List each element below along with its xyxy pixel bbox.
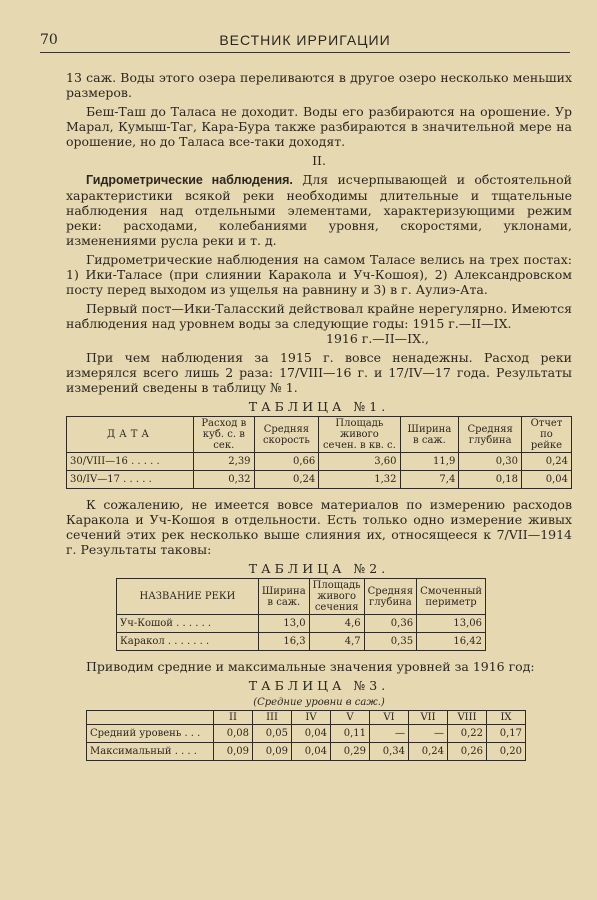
table3-header [87,711,214,725]
table1-cell: 30/IV—17 . . . . . [67,471,194,489]
table3-cell: 0,09 [214,743,253,761]
table2-header: НАЗВАНИЕ РЕКИ [117,579,259,615]
table2-cell: Каракол . . . . . . . [117,633,259,651]
paragraph-5: Первый пост—Ики-Таласский действовал крайне нерегулярно. Имеются наблюдения над уровнем воды за следующие годы: 1915 г.—II—IX. [66,301,572,331]
table2-cell: 0,36 [364,615,416,633]
table2-header: Площадь живого сечения [309,579,364,615]
table2-cell: 16,3 [258,633,309,651]
table2-cell: 4,6 [309,615,364,633]
paragraph-4: Гидрометрические наблюдения на самом Таласе велись на трех постах: 1) Ики-Таласе (при слиянии Каракола и Уч-Кошоя), 2) Александровском посту перед выходом из ущелья на равнину и 3) в г. Аулиэ-Ата. [66,252,572,297]
table2-cell: 16,42 [417,633,486,651]
table1-cell: 0,24 [254,471,319,489]
table3-header: VIII [448,711,487,725]
section-number: II. [312,153,326,168]
table3-cell: 0,34 [370,743,409,761]
table3-cell: Максимальный . . . . [87,743,214,761]
table2-header: Смоченный периметр [417,579,486,615]
table3-cell: 0,11 [331,725,370,743]
table3-header: IX [487,711,526,725]
table2-header: Ширина в саж. [258,579,309,615]
table1-header: Отчет по рейке [521,417,571,453]
table-row [67,453,572,471]
paragraph-3 [66,172,572,248]
table1-header: Расход в куб. с. в сек. [194,417,255,453]
table1-cell: 0,66 [254,453,319,471]
paragraph-6: При чем наблюдения за 1915 г. вовсе ненадежны. Расход реки измерялся всего лишь 2 раза: 17/VIII—16 г. и 17/IV—17 года. Результаты измерений сведены в таблицу № 1. [66,350,572,395]
table3-cell: — [370,725,409,743]
table1-cell: 11,9 [400,453,459,471]
table1-cell: 0,18 [459,471,522,489]
table2-cell: 13,0 [258,615,309,633]
table2-caption: ТАБЛИЦА №2. [248,561,390,576]
table1-cell: 0,24 [521,453,571,471]
page-number: 70 [40,32,58,48]
table-row [117,615,486,633]
table2-cell: 0,35 [364,633,416,651]
table-row [87,743,526,761]
table3-cell: 0,08 [214,725,253,743]
table3-cell: Средний уровень . . . [87,725,214,743]
table1-cell: 1,32 [319,471,400,489]
table3-cell: 0,04 [292,725,331,743]
table2-header-row [117,579,486,615]
table3-cell: 0,20 [487,743,526,761]
paragraph-2: Беш-Таш до Таласа не доходит. Воды его разбираются на орошение. Ур Марал, Кумыш-Таг, Кара-Бура также разбираются в значительной мере на орошение, но до Таласа все-таки доходят. [66,104,572,149]
table3-header: VII [409,711,448,725]
table1-cell: 30/VIII—16 . . . . . [67,453,194,471]
paragraph-8: Приводим средние и максимальные значения уровней за 1916 год: [86,659,535,674]
journal-title: ВЕСТНИК ИРРИГАЦИИ [219,32,391,48]
table3 [86,710,526,761]
paragraph-5b: 1916 г.—II—IX., [326,331,429,346]
table2 [116,578,486,651]
table3-header: II [214,711,253,725]
table1-header-row [67,417,572,453]
table3-header: VI [370,711,409,725]
table2-cell: 4,7 [309,633,364,651]
paragraph-1: 13 саж. Воды этого озера переливаются в другое озеро несколько меньших размеров. [66,70,572,100]
table1-header: Площадь живого сечен. в кв. с. [319,417,400,453]
table1-header: Ширина в саж. [400,417,459,453]
table3-header: III [253,711,292,725]
table3-cell: 0,29 [331,743,370,761]
table1-cell: 2,39 [194,453,255,471]
table3-header: V [331,711,370,725]
body-text [66,70,572,761]
table3-cell: 0,05 [253,725,292,743]
table3-cell: 0,24 [409,743,448,761]
table1-cell: 0,04 [521,471,571,489]
table1-caption: ТАБЛИЦА №1. [248,399,390,414]
table-row [117,633,486,651]
table1-header: ДАТА [67,417,194,453]
table3-cell: 0,09 [253,743,292,761]
page-header [40,30,570,53]
table1-header: Средняя скорость [254,417,319,453]
paragraph-3-text: Для исчерпывающей и обстоятельной характеристики всякой реки необходимы длительные и тщательные наблюдения над отдельными элементами, характеризующими режим реки: расходами, колебаниями уровня, скоростями, уклонами, изменениями русла реки и т. д. [66,172,572,248]
table1-cell: 3,60 [319,453,400,471]
table1-cell: 0,32 [194,471,255,489]
table3-header: IV [292,711,331,725]
table2-cell: Уч-Кошой . . . . . . [117,615,259,633]
table2-header: Средняя глубина [364,579,416,615]
table1 [66,416,572,489]
table3-caption: ТАБЛИЦА №3. [248,678,390,693]
table3-subcaption: (Средние уровни в саж.) [253,697,385,708]
table3-header-row [87,711,526,725]
table3-cell: 0,22 [448,725,487,743]
table-row [87,725,526,743]
section-heading: Гидрометрические наблюдения. [86,173,293,187]
paragraph-7: К сожалению, не имеется вовсе материалов по измерению расходов Каракола и Уч-Кошоя в отдельности. Есть только одно измерение живых сечений этих рек несколько выше слияния их, относящееся к 7/VII—1914 г. Результаты таковы: [66,497,572,557]
table1-cell: 7,4 [400,471,459,489]
table1-cell: 0,30 [459,453,522,471]
table1-header: Средняя глубина [459,417,522,453]
table3-cell: — [409,725,448,743]
table2-cell: 13,06 [417,615,486,633]
table3-cell: 0,26 [448,743,487,761]
table3-cell: 0,04 [292,743,331,761]
table-row [67,471,572,489]
table3-cell: 0,17 [487,725,526,743]
